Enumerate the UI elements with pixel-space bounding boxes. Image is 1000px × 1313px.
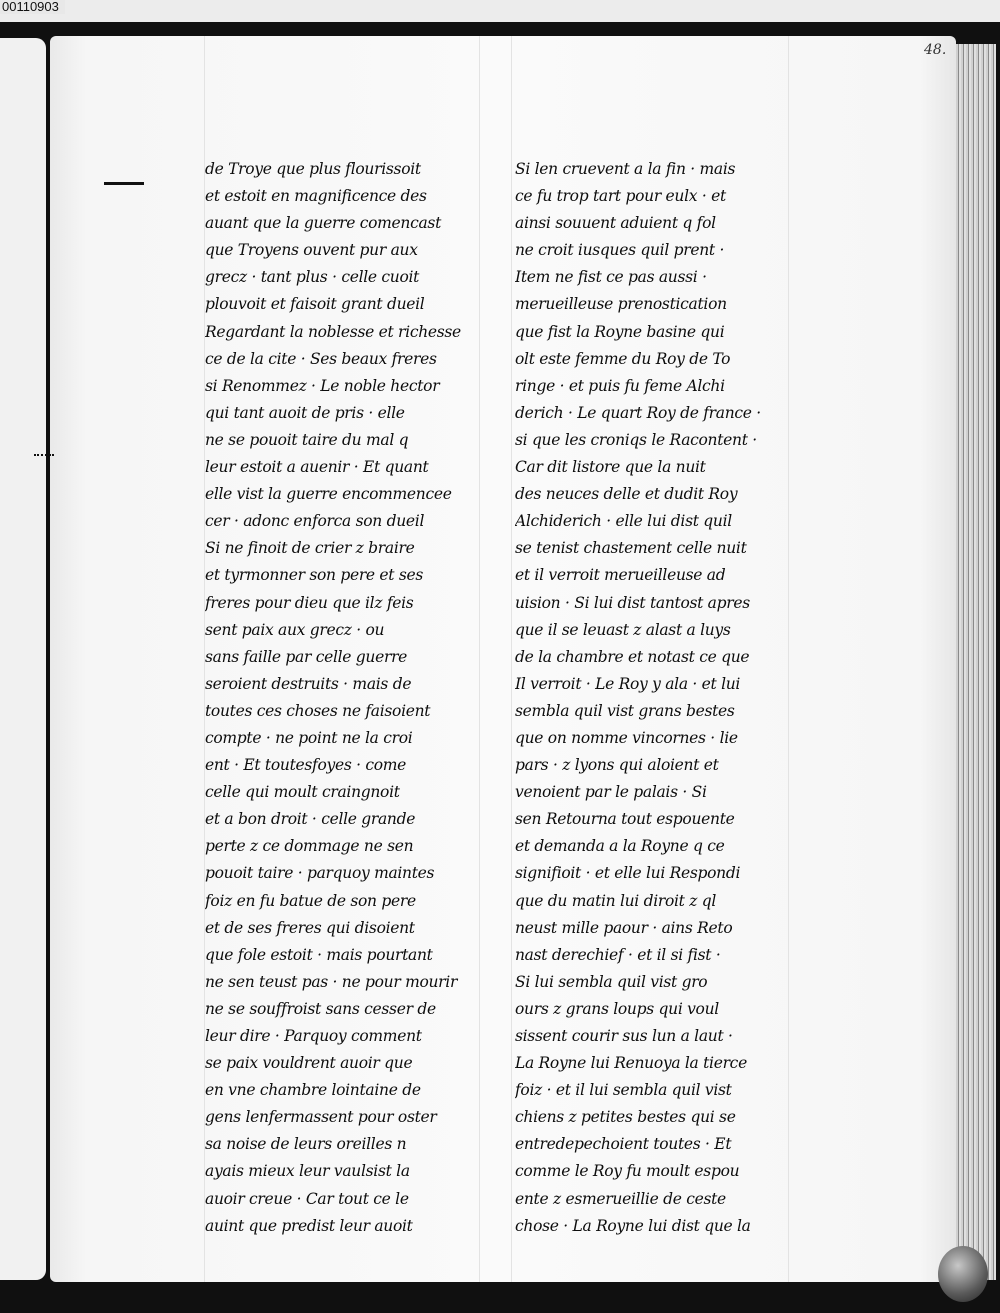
manuscript-line: ne sen teust pas · ne pour mourir (205, 972, 458, 991)
manuscript-line: sans faille par celle guerre (205, 647, 408, 666)
margin-tick-mark (34, 454, 54, 459)
manuscript-line: leur dire · Parquoy comment (205, 1027, 422, 1045)
manuscript-line: sent paix aux grecz · ou (205, 620, 385, 639)
manuscript-line: leur estoit a auenir · Et quant (205, 458, 429, 477)
manuscript-line: et de ses freres qui disoient (205, 918, 415, 937)
manuscript-line: ours z grans loups qui voul (515, 999, 719, 1018)
manuscript-line: seroient destruits · mais de (205, 674, 412, 693)
manuscript-line: Si lui sembla quil vist gro (515, 972, 708, 991)
manuscript-line: en vne chambre lointaine de (205, 1081, 421, 1100)
manuscript-line: et estoit en magnificence des (205, 187, 427, 206)
manuscript-line: auint que predist leur auoit (205, 1216, 413, 1235)
manuscript-line: entredepechoient toutes · Et (515, 1135, 732, 1154)
manuscript-folio (50, 36, 956, 1282)
page-number: 48. (924, 42, 947, 58)
manuscript-line: olt este femme du Roy de To (515, 349, 731, 368)
manuscript-line: freres pour dieu que ilz feis (205, 593, 414, 612)
manuscript-line: ayais mieux leur vaulsist la (205, 1162, 410, 1181)
manuscript-line: uision · Si lui dist tantost apres (515, 593, 750, 612)
manuscript-line: nast derechief · et il si fist · (515, 945, 721, 964)
manuscript-line: Si ne finoit de crier z braire (205, 539, 415, 558)
facing-page-edge (0, 38, 46, 1280)
manuscript-line: toutes ces choses ne faisoient (205, 701, 431, 720)
manuscript-line: plouvoit et faisoit grant dueil (205, 295, 425, 314)
manuscript-line: compte · ne point ne la croi (205, 728, 413, 747)
book-clasp-knob (938, 1246, 988, 1302)
manuscript-line: ce de la cite · Ses beaux freres (205, 349, 437, 368)
manuscript-line: se paix vouldrent auoir que (205, 1054, 413, 1073)
manuscript-line: venoient par le palais · Si (515, 783, 707, 802)
book-page-edges (956, 44, 996, 1280)
manuscript-line: ent · Et toutesfoyes · come (205, 756, 407, 775)
manuscript-line: ainsi souuent aduient q fol (515, 214, 716, 233)
manuscript-line: et tyrmonner son pere et ses (205, 566, 424, 585)
manuscript-line: que du matin lui diroit z ql (515, 891, 717, 910)
manuscript-line: de la chambre et notast ce que (515, 647, 750, 666)
manuscript-line: sa noise de leurs oreilles n (205, 1135, 407, 1154)
manuscript-line: ne se souffroist sans cesser de (205, 999, 436, 1018)
manuscript-line: comme le Roy fu moult espou (515, 1162, 740, 1181)
manuscript-line: et demanda a la Royne q ce (515, 837, 725, 856)
text-column-left (205, 156, 477, 1240)
manuscript-line: derich · Le quart Roy de france · (515, 403, 761, 422)
manuscript-line: que il se leuast z alast a luys (515, 620, 731, 639)
manuscript-line: signifioit · et elle lui Respondi (515, 864, 741, 883)
manuscript-line: et il verroit merueilleuse ad (515, 566, 726, 585)
manuscript-line: ne se pouoit taire du mal q (205, 430, 409, 449)
manuscript-line: ringe · et puis fu feme Alchi (515, 376, 725, 395)
manuscript-line: se tenist chastement celle nuit (515, 539, 747, 558)
manuscript-line: des neuces delle et dudit Roy (515, 485, 738, 504)
manuscript-line: ne croit iusques quil prent · (515, 241, 725, 260)
manuscript-line: pars · z lyons qui aloient et (515, 756, 719, 775)
text-column-right (515, 156, 790, 1240)
manuscript-line: et a bon droit · celle grande (205, 810, 416, 829)
manuscript-line: elle vist la guerre encommencee (205, 485, 452, 504)
manuscript-line: gens lenfermassent pour oster (205, 1108, 437, 1127)
manuscript-line: celle qui moult craingnoit (205, 783, 400, 802)
manuscript-line: foiz · et il lui sembla quil vist (515, 1081, 732, 1100)
manuscript-line: si que les croniqs le Racontent · (515, 430, 757, 449)
manuscript-line: auant que la guerre comencast (205, 214, 442, 233)
manuscript-line: merueilleuse prenostication (515, 295, 727, 314)
manuscript-line: sembla quil vist grans bestes (515, 701, 735, 720)
manuscript-line: auoir creue · Car tout ce le (205, 1189, 409, 1208)
manuscript-line: chiens z petites bestes qui se (515, 1108, 736, 1127)
manuscript-line: de Troye que plus flourissoit (205, 160, 421, 178)
manuscript-line: qui tant auoit de pris · elle (205, 403, 405, 422)
manuscript-line: cer · adonc enforca son dueil (205, 512, 425, 531)
frame-id-label: 00110903 (0, 0, 65, 14)
manuscript-line: Item ne fist ce pas aussi · (515, 268, 707, 287)
ruling-line (479, 36, 480, 1282)
manuscript-line: chose · La Royne lui dist que la (515, 1216, 751, 1235)
manuscript-line: ente z esmerueillie de ceste (515, 1189, 726, 1208)
manuscript-line: pouoit taire · parquoy maintes (205, 864, 435, 883)
manuscript-line: neust mille paour · ains Reto (515, 918, 733, 937)
margin-dash-mark (104, 182, 144, 185)
manuscript-line: sen Retourna tout espouente (515, 810, 735, 829)
manuscript-line: La Royne lui Renuoya la tierce (515, 1054, 747, 1073)
manuscript-line: Il verroit · Le Roy y ala · et lui (515, 674, 741, 693)
manuscript-line: si Renommez · Le noble hector (205, 376, 440, 395)
manuscript-line: Regardant la noblesse et richesse (205, 322, 461, 341)
manuscript-line: que on nomme vincornes · lie (515, 728, 738, 747)
manuscript-line: que fist la Royne basine qui (515, 322, 725, 341)
manuscript-line: Alchiderich · elle lui dist quil (515, 512, 732, 531)
ruling-line (511, 36, 512, 1282)
manuscript-line: Si len cruevent a la fin · mais (515, 160, 736, 178)
manuscript-line: sissent courir sus lun a laut · (515, 1027, 733, 1045)
manuscript-line: Car dit listore que la nuit (515, 458, 706, 477)
scan-top-band (0, 0, 1000, 22)
manuscript-line: foiz en fu batue de son pere (205, 891, 416, 910)
manuscript-line: que fole estoit · mais pourtant (205, 945, 433, 964)
manuscript-line: perte z ce dommage ne sen (205, 837, 414, 856)
manuscript-line: grecz · tant plus · celle cuoit (205, 268, 420, 287)
manuscript-line: ce fu trop tart pour eulx · et (515, 187, 726, 206)
manuscript-line: que Troyens ouvent pur aux (205, 241, 418, 260)
